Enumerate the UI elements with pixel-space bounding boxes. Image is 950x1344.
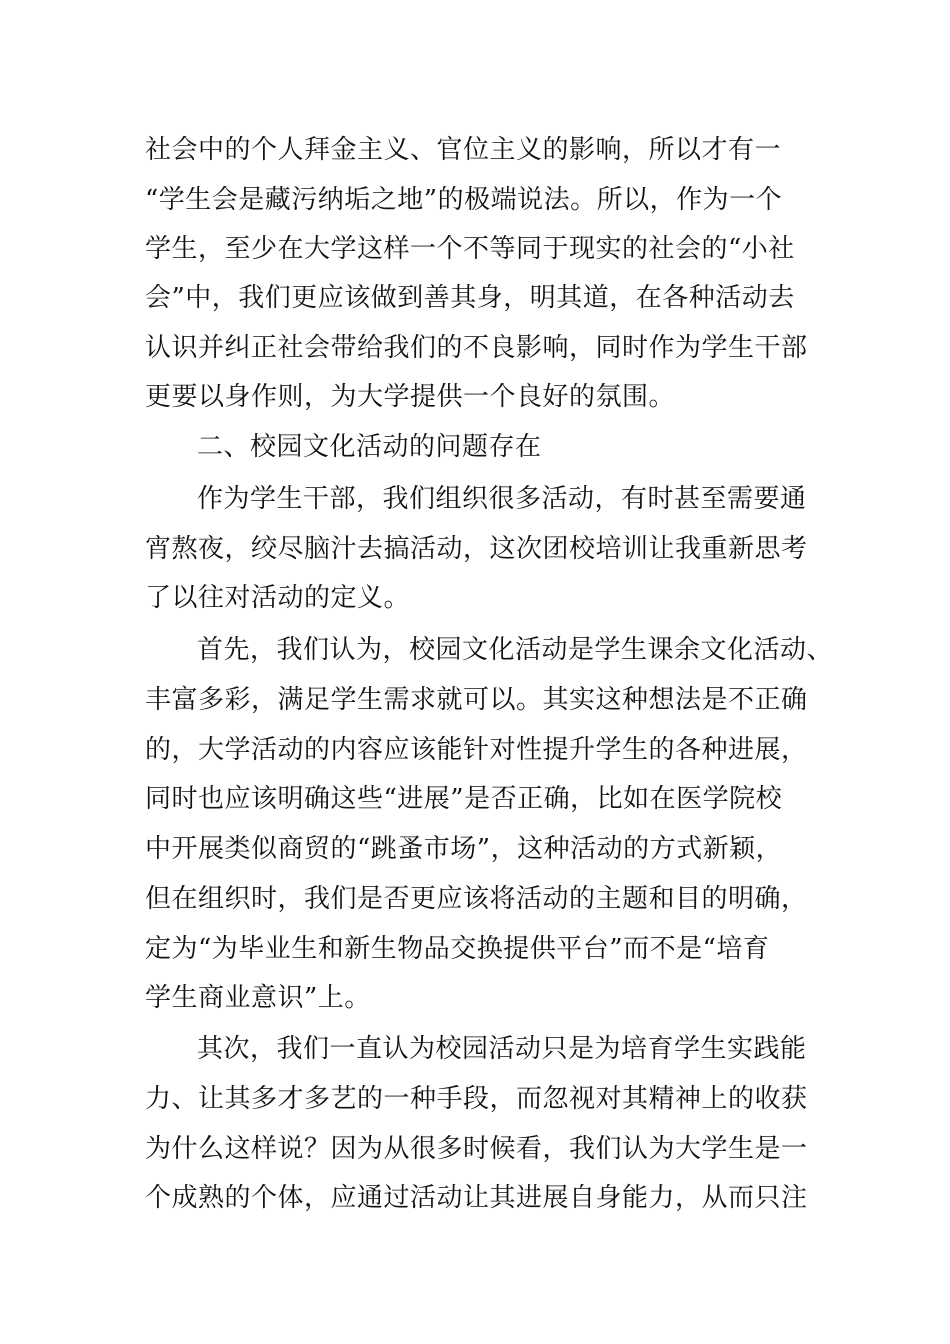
text-line: 认识并纠正社会带给我们的不良影响，同时作为学生干部 [145,333,808,363]
text-line: 学生商业意识”上。 [145,983,371,1013]
text-line: 同时也应该明确这些“进展”是否正确，比如在医学院校 [145,784,783,814]
text-line: 中开展类似商贸的“跳蚤市场”，这种活动的方式新颖， [145,834,783,864]
text-line: 了以往对活动的定义。 [145,583,411,613]
text-line: 作为学生干部，我们组织很多活动，有时甚至需要通 [197,484,807,514]
text-line: 宵熬夜，绞尽脑汁去搞活动，这次团校培训让我重新思考 [145,534,808,564]
text-line: 但在组织时，我们是否更应该将活动的主题和目的明确， [145,884,808,914]
text-line: 学生，至少在大学这样一个不等同于现实的社会的“小社 [145,234,795,264]
text-line: 更要以身作则，为大学提供一个良好的氛围。 [145,382,676,412]
text-line: 定为“为毕业生和新生物品交换提供平台”而不是“培育 [145,934,770,964]
section-heading: 二、校园文化活动的问题存在 [197,432,542,462]
text-line: 丰富多彩，满足学生需求就可以。其实这种想法是不正确 [145,685,808,715]
text-line: 个成熟的个体，应通过活动让其进展自身能力，从而只注 [145,1183,808,1213]
text-line: 为什么这样说？因为从很多时候看，我们认为大学生是一 [145,1134,808,1164]
text-line: 会”中，我们更应该做到善其身，明其道，在各种活动去 [145,283,795,313]
text-line: 力、让其多才多艺的一种手段，而忽视对其精神上的收获 [145,1084,808,1114]
text-line: “学生会是藏污纳垢之地”的极端说法。所以，作为一个 [145,185,783,215]
text-line: 的，大学活动的内容应该能针对性提升学生的各种进展， [145,735,808,765]
text-line: 首先，我们认为，校园文化活动是学生课余文化活动、 [197,635,834,665]
text-line: 其次，我们一直认为校园活动只是为培育学生实践能 [197,1034,807,1064]
text-line: 社会中的个人拜金主义、官位主义的影响，所以才有一 [145,135,782,165]
